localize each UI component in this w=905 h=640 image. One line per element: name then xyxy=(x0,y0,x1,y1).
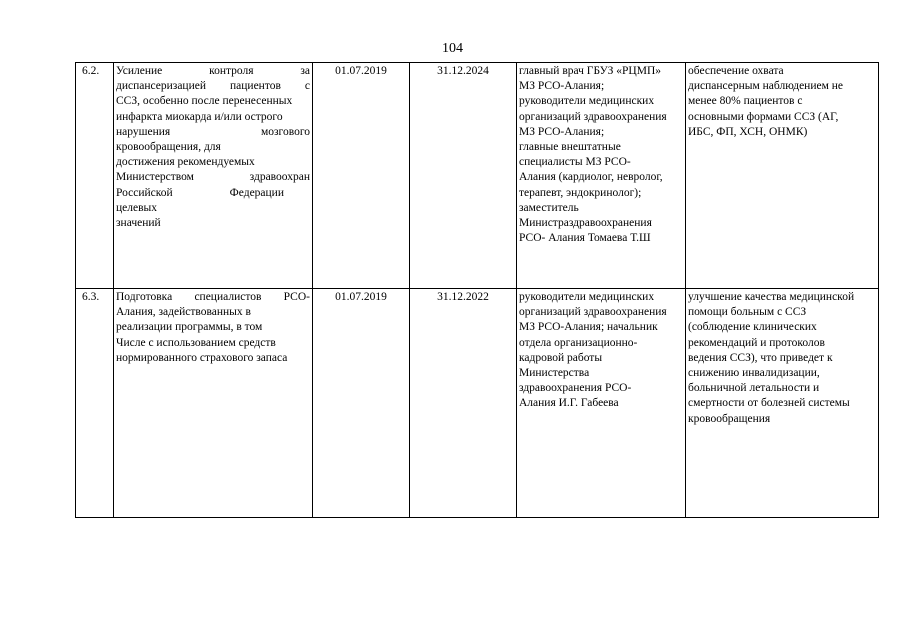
result-line: ИБС, ФП, ХСН, ОНМК) xyxy=(688,125,808,138)
result-line: (соблюдение клинических xyxy=(688,321,817,334)
measure-line: нормированного страхового запаса xyxy=(116,351,288,364)
result-line: обеспечение охвата xyxy=(688,65,784,77)
result-line: снижению инвалидизации, xyxy=(688,367,820,380)
measure-line: диспансеризацией пациентов с xyxy=(116,80,310,93)
responsible-line: руководители медицинских xyxy=(519,95,655,108)
responsible-line: МЗ РСО-Алания; xyxy=(519,125,605,138)
item-number-cell: 6.3. xyxy=(76,289,114,518)
measure-line: целевых xyxy=(116,201,158,214)
responsible-line: главный врач ГБУЗ «РЦМП» xyxy=(519,65,662,77)
measure-line: Числе с использованием средств xyxy=(116,336,276,349)
measure-cell xyxy=(114,289,313,518)
responsible-line: организаций здравоохранения xyxy=(519,110,667,123)
end-date-cell: 31.12.2024 xyxy=(410,63,517,289)
measure-line: инфаркта миокарда и/или острого xyxy=(116,110,283,123)
responsible-line: терапевт, эндокринолог); xyxy=(519,186,642,199)
result-line: рекомендаций и протоколов xyxy=(688,336,825,349)
activity-plan-table xyxy=(75,62,879,518)
measure-line: значений xyxy=(116,217,161,230)
responsible-line: здравоохранения РСО- xyxy=(519,382,632,395)
measure-cell xyxy=(114,63,313,289)
measure-line: реализации программы, в том xyxy=(116,321,263,334)
measure-line: Российской Федерации xyxy=(116,186,284,199)
measure-line: нарушения мозгового xyxy=(116,125,310,138)
responsible-line: РСО- Алания Томаева Т.Ш xyxy=(519,232,651,245)
measure-line: Министерством здравоохран xyxy=(116,171,310,184)
responsible-line: МЗ РСО-Алания; xyxy=(519,80,605,93)
result-line: улучшение качества медицинской xyxy=(688,291,855,303)
result-line: диспансерным наблюдением не xyxy=(688,80,844,93)
responsible-line: руководители медицинских xyxy=(519,291,655,303)
start-date-cell: 01.07.2019 xyxy=(313,289,410,518)
measure-line: ССЗ, особенно после перенесенных xyxy=(116,95,293,108)
measure-line: Подготовка специалистов РСО- xyxy=(116,291,310,303)
table-row xyxy=(76,63,879,289)
measure-line: Усиление контроля за xyxy=(116,65,310,77)
responsible-line: заместитель xyxy=(519,201,579,214)
responsible-cell xyxy=(517,63,686,289)
result-cell xyxy=(686,63,879,289)
result-line: ведения ССЗ), что приведет к xyxy=(688,351,833,364)
measure-line: достижения рекомендуемых xyxy=(116,156,255,169)
measure-line: Алания, задействованных в xyxy=(116,306,251,319)
responsible-line: главные внештатные xyxy=(519,141,621,154)
responsible-line: отдела организационно- xyxy=(519,336,638,349)
responsible-cell xyxy=(517,289,686,518)
result-line: больничной летальности и xyxy=(688,382,820,395)
item-number-cell: 6.2. xyxy=(76,63,114,289)
result-line: смертности от болезней системы xyxy=(688,397,850,410)
responsible-line: организаций здравоохранения xyxy=(519,306,667,319)
page-number: 104 xyxy=(442,41,463,56)
result-line: менее 80% пациентов с xyxy=(688,95,803,108)
result-line: помощи больным с ССЗ xyxy=(688,306,807,319)
table-row xyxy=(76,289,879,518)
end-date-cell: 31.12.2022 xyxy=(410,289,517,518)
responsible-line: Алания (кардиолог, невролог, xyxy=(519,171,663,184)
measure-line: кровообращения, для xyxy=(116,141,221,154)
responsible-line: кадровой работы xyxy=(519,351,603,364)
result-cell xyxy=(686,289,879,518)
result-line: кровообращения xyxy=(688,412,771,425)
responsible-line: МЗ РСО-Алания; начальник xyxy=(519,321,658,334)
responsible-line: специалисты МЗ РСО- xyxy=(519,156,631,169)
responsible-line: Алания И.Г. Габеева xyxy=(519,397,619,410)
responsible-line: Министерства xyxy=(519,367,590,380)
result-line: основными формами ССЗ (АГ, xyxy=(688,110,839,123)
responsible-line: Министраздравоохранения xyxy=(519,217,652,230)
start-date-cell: 01.07.2019 xyxy=(313,63,410,289)
